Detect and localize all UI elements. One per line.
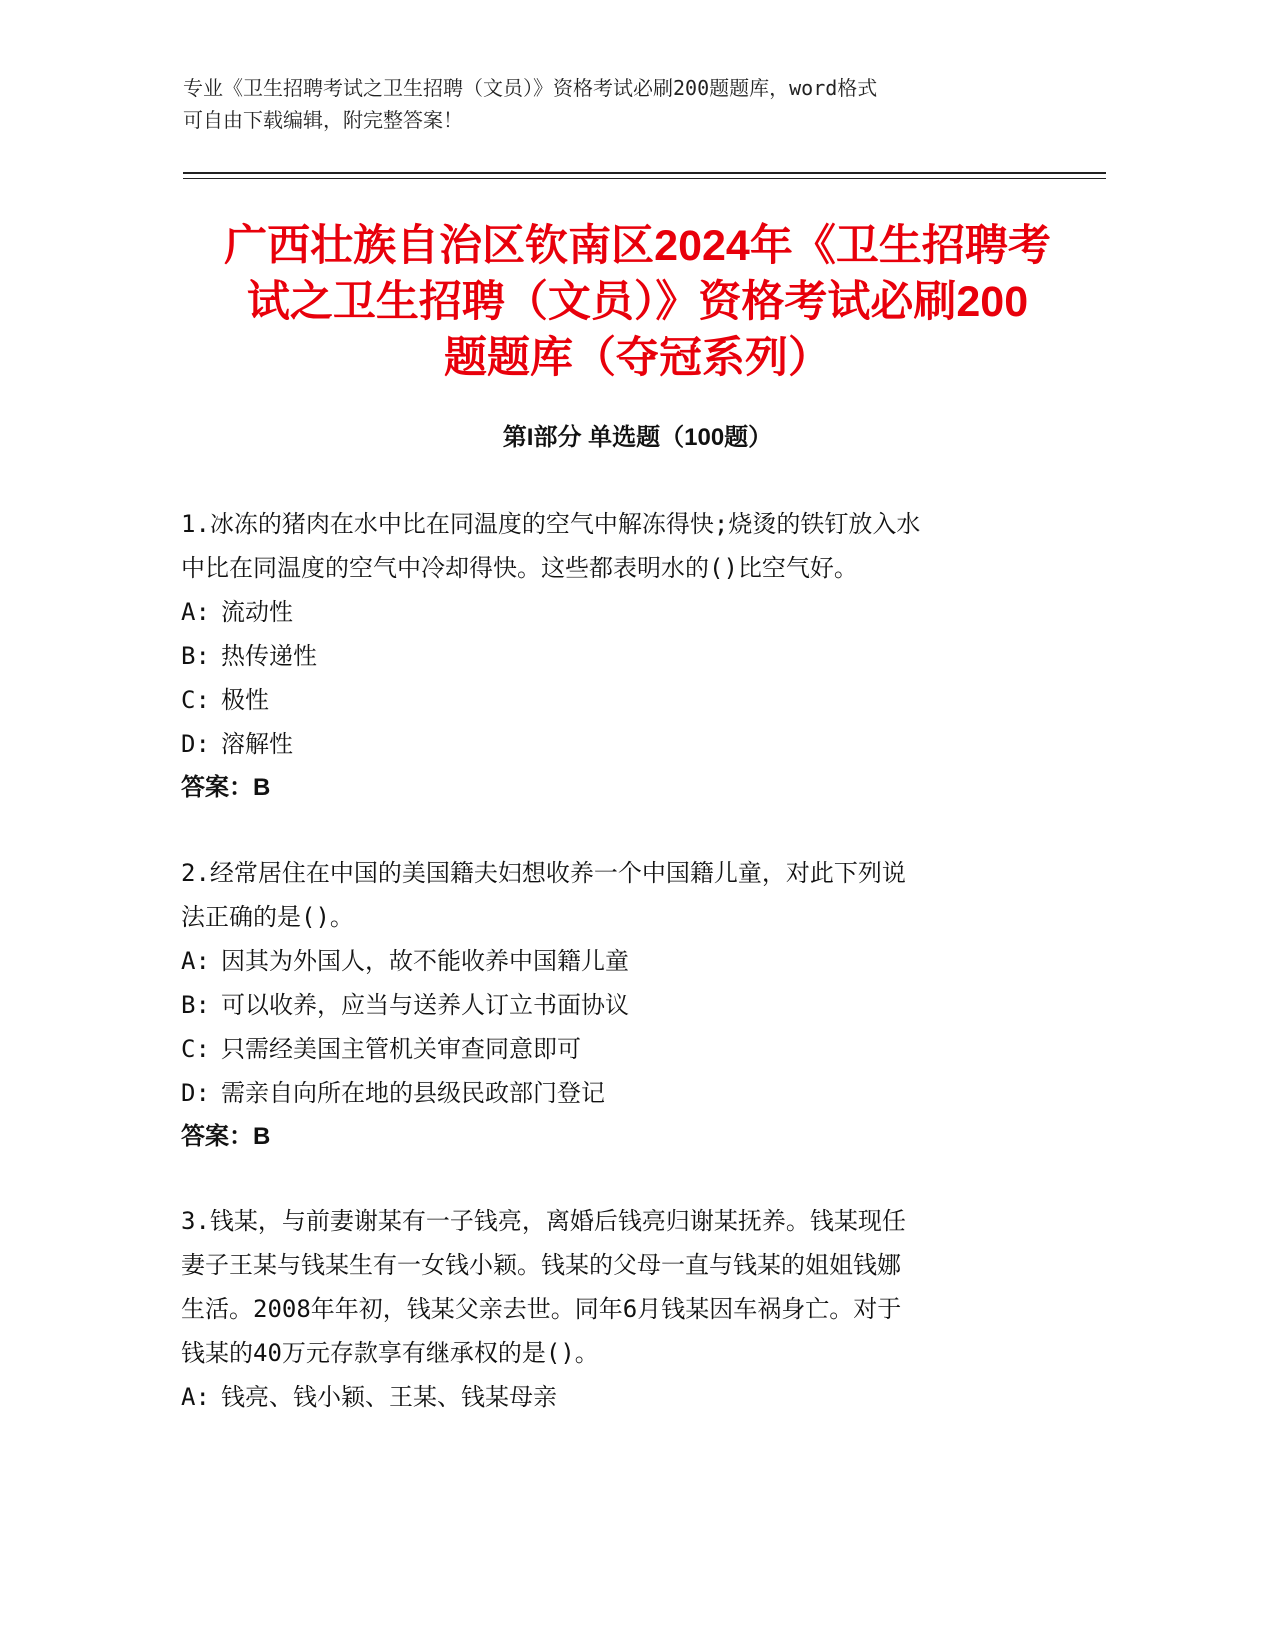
option-text: 流动性 bbox=[221, 598, 293, 626]
section-heading: 第I部分 单选题（100题） bbox=[502, 424, 773, 451]
option-d bbox=[181, 722, 1061, 766]
header-line-2: 可自由下载编辑，附完整答案！ bbox=[183, 108, 463, 132]
option-b bbox=[181, 983, 1061, 1027]
question-stem bbox=[181, 502, 1061, 590]
question-3 bbox=[181, 1199, 1061, 1419]
option-text: 可以收养，应当与送养人订立书面协议 bbox=[221, 991, 629, 1019]
option-letter: B: bbox=[181, 642, 210, 670]
question-stem bbox=[181, 851, 1061, 939]
header-divider-thin bbox=[183, 178, 1106, 179]
title-line-2: 试之卫生招聘（文员）》资格考试必刷200 bbox=[246, 278, 1029, 326]
option-a bbox=[181, 590, 1061, 634]
option-letter: C: bbox=[181, 686, 210, 714]
option-letter: A: bbox=[181, 947, 210, 975]
stem-line: 2.经常居住在中国的美国籍夫妇想收养一个中国籍儿童，对此下列说 bbox=[181, 859, 906, 887]
option-letter: C: bbox=[181, 1035, 210, 1063]
title-line-3: 题题库（夺冠系列） bbox=[444, 334, 831, 382]
stem-line: 钱某的40万元存款享有继承权的是()。 bbox=[181, 1339, 599, 1367]
option-text: 溶解性 bbox=[221, 730, 293, 758]
header-line-1: 专业《卫生招聘考试之卫生招聘（文员）》资格考试必刷200题题库，word格式 bbox=[183, 76, 878, 100]
option-text: 热传递性 bbox=[221, 642, 317, 670]
stem-line: 法正确的是()。 bbox=[181, 903, 354, 931]
answer-label: 答案：B bbox=[181, 1123, 271, 1150]
question-stem bbox=[181, 1199, 1061, 1375]
page-title bbox=[140, 218, 1135, 386]
option-text: 极性 bbox=[221, 686, 269, 714]
stem-line: 1.冰冻的猪肉在水中比在同温度的空气中解冻得快;烧烫的铁钉放入水 bbox=[181, 510, 921, 538]
option-text: 钱亮、钱小颖、王某、钱某母亲 bbox=[221, 1383, 557, 1411]
question-2 bbox=[181, 851, 1061, 1159]
stem-line: 妻子王某与钱某生有一女钱小颖。钱某的父母一直与钱某的姐姐钱娜 bbox=[181, 1251, 901, 1279]
option-c bbox=[181, 1027, 1061, 1071]
option-c bbox=[181, 678, 1061, 722]
answer-label: 答案：B bbox=[181, 774, 271, 801]
stem-line: 中比在同温度的空气中冷却得快。这些都表明水的()比空气好。 bbox=[181, 554, 858, 582]
option-d bbox=[181, 1071, 1061, 1115]
option-text: 需亲自向所在地的县级民政部门登记 bbox=[221, 1079, 605, 1107]
question-1 bbox=[181, 502, 1061, 810]
option-letter: A: bbox=[181, 1383, 210, 1411]
option-letter: D: bbox=[181, 1079, 210, 1107]
header-divider-thick bbox=[183, 172, 1106, 174]
option-text: 因其为外国人，故不能收养中国籍儿童 bbox=[221, 947, 629, 975]
title-line-1: 广西壮族自治区钦南区2024年《卫生招聘考 bbox=[224, 222, 1051, 270]
option-b bbox=[181, 634, 1061, 678]
stem-line: 生活。2008年年初，钱某父亲去世。同年6月钱某因车祸身亡。对于 bbox=[181, 1295, 902, 1323]
document-header bbox=[183, 72, 1043, 136]
option-letter: A: bbox=[181, 598, 210, 626]
stem-line: 3.钱某，与前妻谢某有一子钱亮，离婚后钱亮归谢某抚养。钱某现任 bbox=[181, 1207, 906, 1235]
option-letter: B: bbox=[181, 991, 210, 1019]
option-text: 只需经美国主管机关审查同意即可 bbox=[221, 1035, 581, 1063]
option-a bbox=[181, 1375, 1061, 1419]
option-letter: D: bbox=[181, 730, 210, 758]
option-a bbox=[181, 939, 1061, 983]
